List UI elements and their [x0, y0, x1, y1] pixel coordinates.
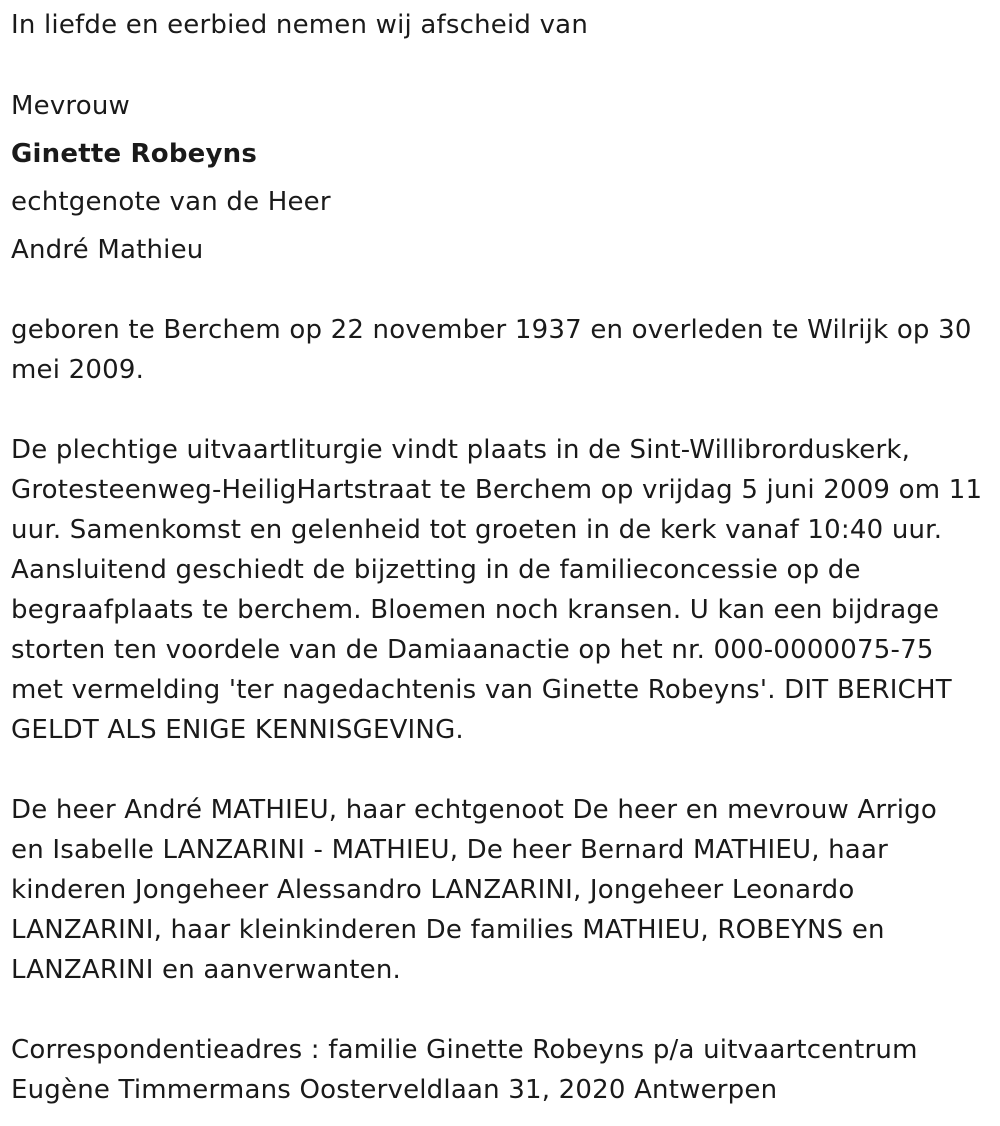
title-prefix: Mevrouw — [11, 91, 130, 121]
family-line: De heer André MATHIEU, haar echtgenoot De heer en mevrouw Arrigo — [11, 795, 937, 825]
family-line: LANZARINI en aanverwanten. — [11, 955, 401, 985]
ceremony-line: met vermelding 'ter nagedachtenis van Ginette Robeyns'. DIT BERICHT — [11, 675, 952, 705]
deceased-name: Ginette Robeyns — [11, 139, 258, 169]
correspondence-line: Eugène Timmermans Oosterveldlaan 31, 2020 Antwerpen — [11, 1075, 778, 1105]
ceremony-line: De plechtige uitvaartliturgie vindt plaats in de Sint-Willibrorduskerk, — [11, 435, 911, 465]
birth-death-text: geboren te Berchem op 22 november 1937 en overleden te Wilrijk op 30 mei 2009. — [11, 315, 972, 385]
spouse-name: André Mathieu — [11, 235, 204, 265]
ceremony-line: GELDT ALS ENIGE KENNISGEVING. — [11, 715, 464, 745]
relation-text: echtgenote van de Heer — [11, 187, 331, 217]
ceremony-line: uur. Samenkomst en gelenheid tot groeten in de kerk vanaf 10:40 uur. — [11, 515, 943, 545]
family-line: kinderen Jongeheer Alessandro LANZARINI, Jongeheer Leonardo — [11, 875, 855, 905]
family-line: LANZARINI, haar kleinkinderen De families MATHIEU, ROBEYNS en — [11, 915, 885, 945]
intro-text: In liefde en eerbied nemen wij afscheid van — [11, 10, 588, 40]
ceremony-line: begraafplaats te berchem. Bloemen noch kransen. U kan een bijdrage — [11, 595, 940, 625]
ceremony-line: Aansluitend geschiedt de bijzetting in de familieconcessie op de — [11, 555, 861, 585]
ceremony-line: Grotesteenweg-HeiligHartstraat te Berchem op vrijdag 5 juni 2009 om 11 — [11, 475, 983, 505]
ceremony-line: storten ten voordele van de Damiaanactie op het nr. 000-0000075-75 — [11, 635, 934, 665]
correspondence-line: Correspondentieadres : familie Ginette Robeyns p/a uitvaartcentrum — [11, 1035, 918, 1065]
family-line: en Isabelle LANZARINI - MATHIEU, De heer Bernard MATHIEU, haar — [11, 835, 888, 865]
